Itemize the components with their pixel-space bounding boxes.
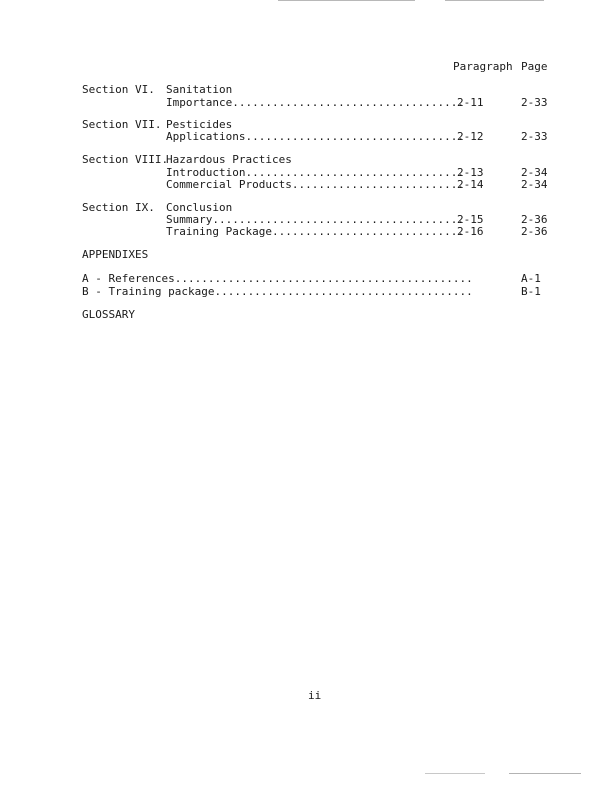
page-number: 2-36 (521, 213, 548, 226)
top-rule-left (278, 0, 415, 1)
appendix-entry: A - References............................................. (82, 272, 473, 285)
page-number: 2-33 (521, 96, 548, 109)
section-label: Section IX. (82, 201, 155, 214)
toc-entry: Importance................................... (166, 96, 465, 109)
toc-entry: Summary...................................... (166, 213, 465, 226)
toc-entry: Commercial Products.......................... (166, 178, 465, 191)
paragraph-column-header: Paragraph (453, 60, 513, 73)
paragraph-number: 2-11 (457, 96, 484, 109)
glossary-heading: GLOSSARY (82, 308, 135, 321)
page-number: 2-34 (521, 178, 548, 191)
section-title: Conclusion (166, 201, 233, 214)
scan-artifact (509, 773, 581, 774)
appendix-entry: B - Training package....................................... (82, 285, 473, 298)
paragraph-number: 2-13 (457, 166, 484, 179)
paragraph-number: 2-12 (457, 130, 484, 143)
section-title: Hazardous Practices (166, 153, 292, 166)
section-label: Section VII. (82, 118, 162, 131)
appendixes-heading: APPENDIXES (82, 248, 149, 261)
page-column-header: Page (521, 60, 548, 73)
toc-entry: Applications................................. (166, 130, 465, 143)
section-label: Section VIII. (82, 153, 169, 166)
section-label: Section VI. (82, 83, 155, 96)
paragraph-number: 2-14 (457, 178, 484, 191)
footer-page-number: ii (308, 689, 322, 702)
page-number: 2-34 (521, 166, 548, 179)
page-number: A-1 (521, 272, 541, 285)
toc-entry: Introduction................................. (166, 166, 465, 179)
paragraph-number: 2-16 (457, 225, 484, 238)
page-number: B-1 (521, 285, 541, 298)
paragraph-number: 2-15 (457, 213, 484, 226)
section-title: Sanitation (166, 83, 233, 96)
section-title: Pesticides (166, 118, 233, 131)
page-number: 2-36 (521, 225, 548, 238)
top-rule-right (445, 0, 544, 1)
scan-artifact (425, 773, 485, 774)
page-number: 2-33 (521, 130, 548, 143)
toc-entry: Training Package............................. (166, 225, 465, 238)
